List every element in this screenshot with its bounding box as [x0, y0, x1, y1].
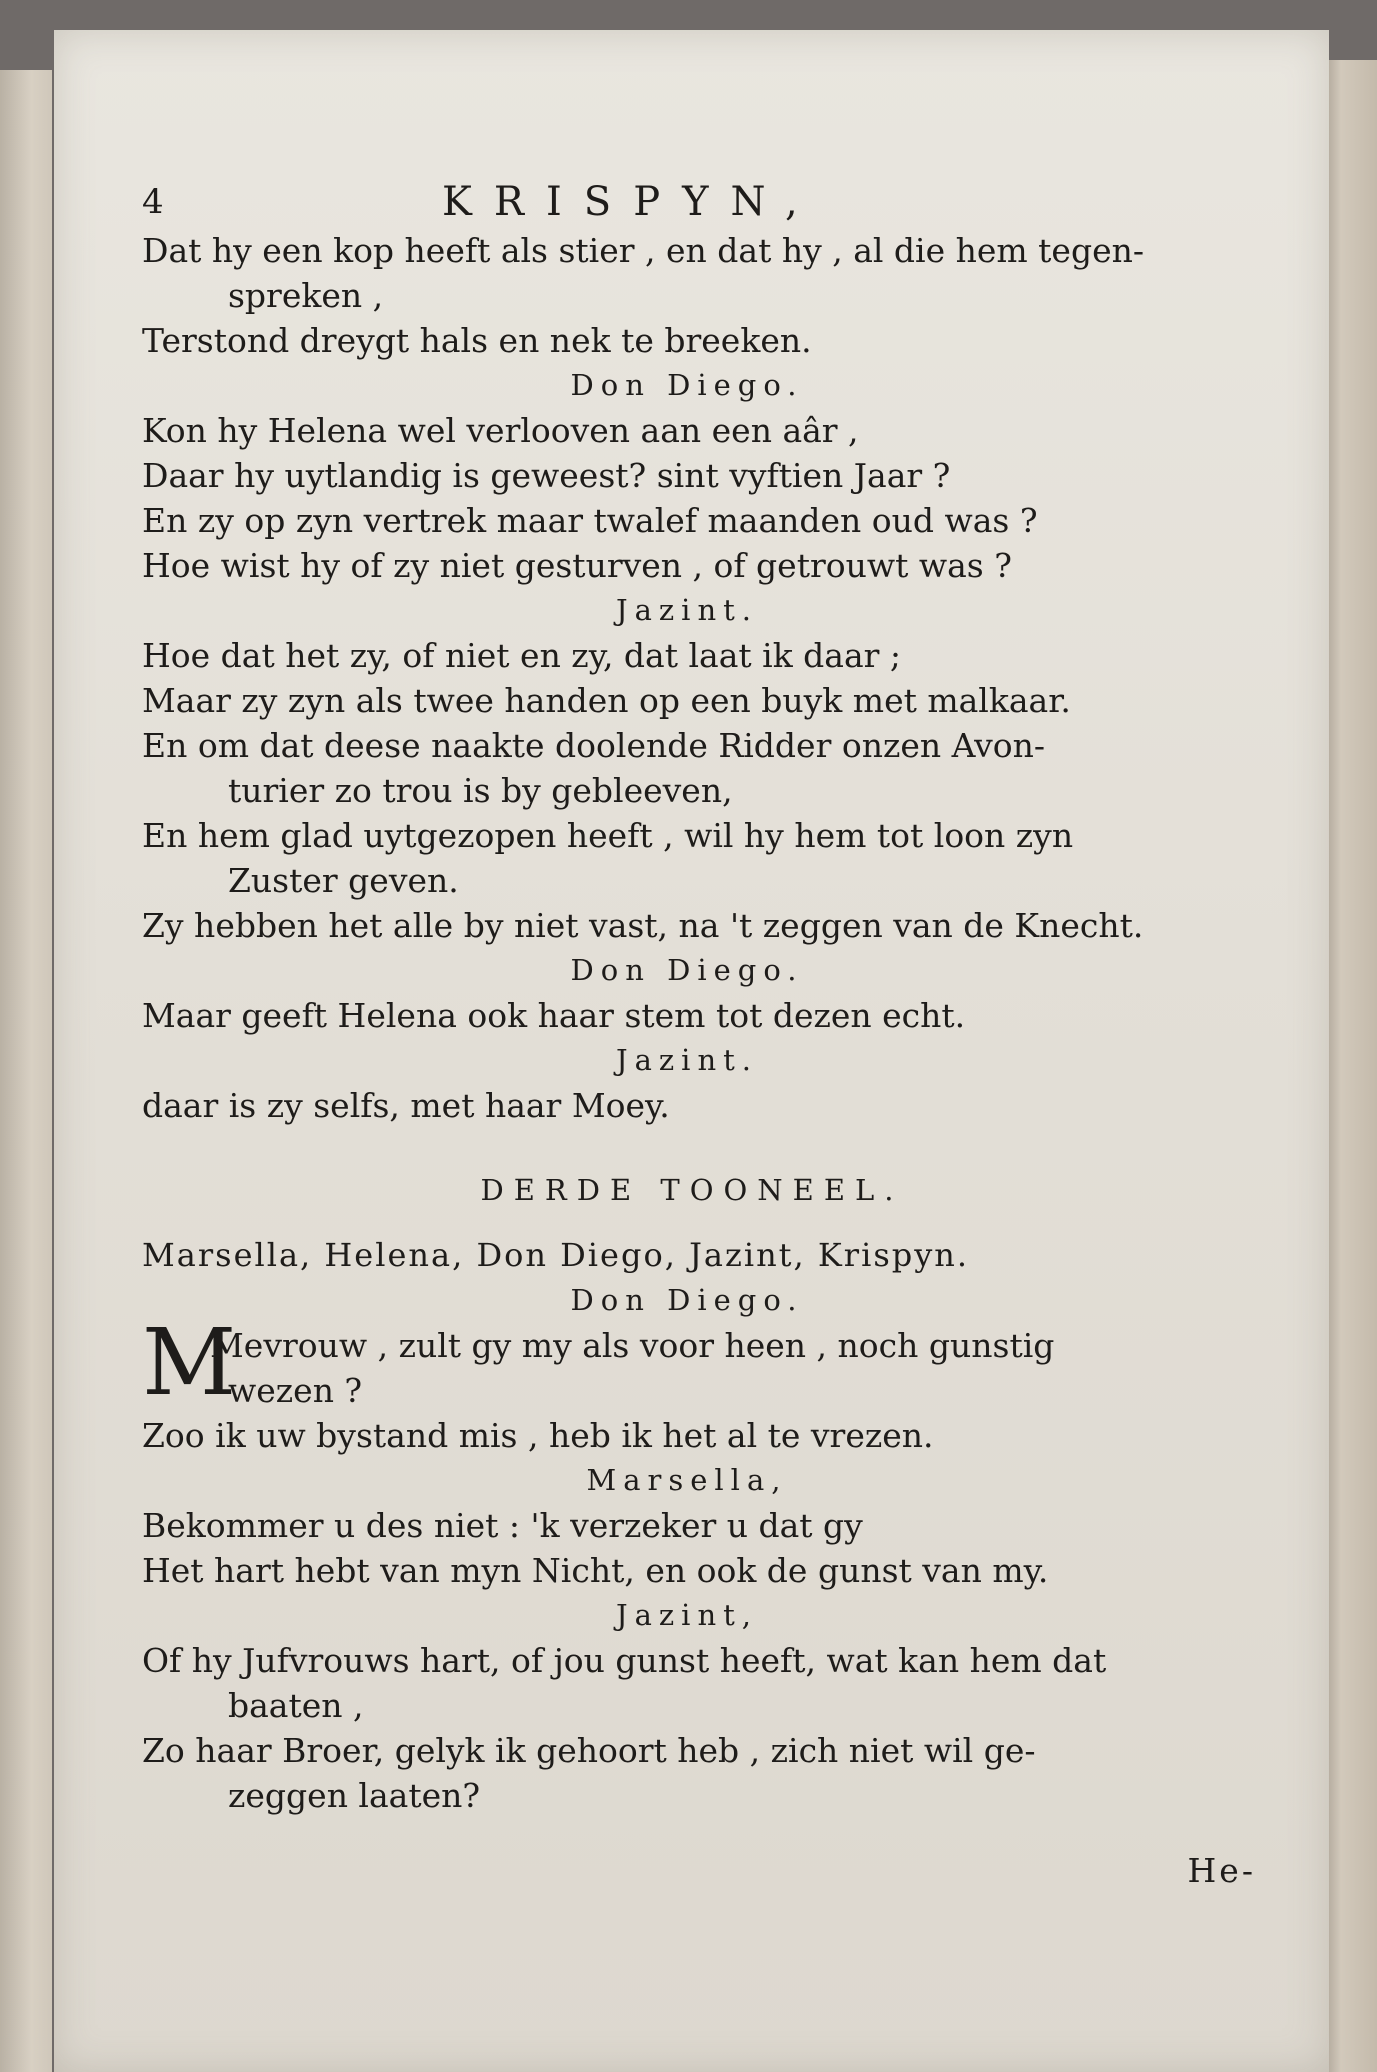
text-line: wezen ?	[228, 1371, 363, 1410]
page-number: 4	[142, 182, 164, 222]
text-line: zeggen laaten?	[228, 1776, 481, 1815]
text-line: Bekommer u des niet : 'k verzeker u dat gy	[142, 1506, 863, 1545]
text-line: Hoe wist hy of zy niet gesturven , of getrouwt was ?	[142, 546, 1012, 585]
text-line: spreken ,	[228, 276, 384, 315]
page-text	[142, 180, 1292, 1893]
speaker-name: Jazint.	[615, 593, 759, 627]
running-title: KRISPYN,	[442, 179, 820, 225]
speaker-name: Jazint,	[615, 1598, 759, 1632]
speaker-name: Don Diego.	[570, 368, 804, 402]
text-line: Zo haar Broer, gelyk ik gehoort heb , zich niet wil ge-	[142, 1731, 1036, 1770]
text-line: Hoe dat het zy, of niet en zy, dat laat ik daar ;	[142, 636, 902, 675]
speaker-name: Marsella,	[586, 1463, 788, 1497]
text-line: Het hart hebt van myn Nicht, en ook de gunst van my.	[142, 1551, 1049, 1590]
text-line: Terstond dreygt hals en nek te breeken.	[142, 321, 812, 360]
left-page-edge	[0, 70, 52, 2072]
book-page	[54, 30, 1329, 2072]
text-line: Kon hy Helena wel verlooven aan een aâr ,	[142, 411, 859, 450]
text-line: Maar zy zyn als twee handen op een buyk met malkaar.	[142, 681, 1071, 720]
text-line: Dat hy een kop heeft als stier , en dat hy , al die hem tegen-	[142, 231, 1145, 270]
speaker-name: Jazint.	[615, 1043, 759, 1077]
cast-list: Marsella, Helena, Don Diego, Jazint, Krispyn.	[142, 1236, 970, 1274]
speaker-name: Don Diego.	[570, 953, 804, 987]
text-line: En om dat deese naakte doolende Ridder onzen Avon-	[142, 726, 1046, 765]
running-head	[142, 180, 1292, 228]
text-line: daar is zy selfs, met haar Moey.	[142, 1086, 670, 1125]
text-line: baaten ,	[228, 1686, 364, 1725]
speaker-name: Don Diego.	[570, 1283, 804, 1317]
scene-title: DERDE TOONEEL.	[480, 1173, 904, 1207]
text-line: Of hy Jufvrouws hart, of jou gunst heeft, wat kan hem dat	[142, 1641, 1107, 1680]
text-line: turier zo trou is by gebleeven,	[228, 771, 733, 810]
text-line: Zy hebben het alle by niet vast, na 't zeggen van de Knecht.	[142, 906, 1144, 945]
text-line: Mevrouw , zult gy my als voor heen , noch gunstig	[210, 1326, 1055, 1365]
text-line: Zuster geven.	[228, 861, 459, 900]
text-line: En hem glad uytgezopen heeft , wil hy hem tot loon zyn	[142, 816, 1074, 855]
drop-cap: M	[142, 1309, 237, 1416]
text-line: Daar hy uytlandig is geweest? sint vyftien Jaar ?	[142, 456, 951, 495]
catchword: He-	[1187, 1851, 1256, 1890]
text-line: Maar geeft Helena ook haar stem tot dezen echt.	[142, 996, 966, 1035]
text-line: En zy op zyn vertrek maar twalef maanden oud was ?	[142, 501, 1038, 540]
text-line: Zoo ik uw bystand mis , heb ik het al te vrezen.	[142, 1416, 934, 1455]
